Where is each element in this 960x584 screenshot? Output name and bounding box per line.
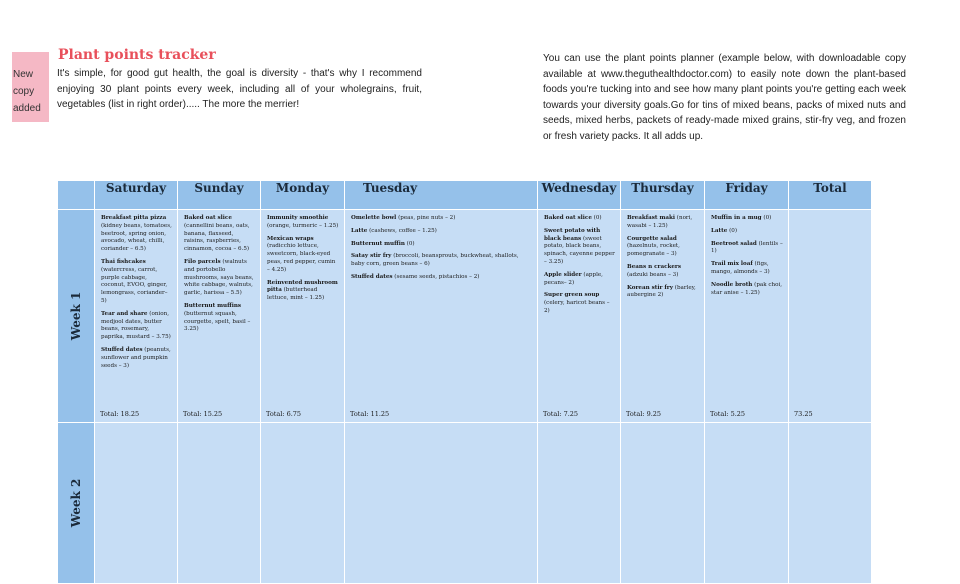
copy-tag-line-2: copy [13, 86, 35, 97]
meal-name: Courgette salad [627, 235, 677, 242]
meal-list [345, 423, 537, 428]
meal-name: Stuffed dates [351, 273, 393, 280]
meal-name: Stuffed dates [101, 346, 143, 353]
meal-list [538, 423, 620, 428]
meal-name: Latte [711, 227, 728, 234]
meal-plants: (kidney beans, tomatoes, beetroot, spring onion, avocado, wheat, chilli, coriander – 6.5) [101, 222, 172, 253]
meal-name: Butternut muffins [184, 302, 242, 309]
meal-name: Muffin in a mug [711, 215, 762, 221]
meal-list [538, 210, 620, 316]
meal-name: Beetroot salad [711, 240, 757, 247]
meal-item [101, 259, 172, 306]
meal-list [95, 423, 177, 428]
meal-item [544, 292, 615, 315]
meal-plants: (onion, medjool dates, butter beans, rosemary, paprika, mustard – 3.75) [101, 310, 171, 341]
day-cell-friday[interactable] [705, 210, 789, 423]
meal-plants: (radicchio lettuce, sweetcorn, black-eyed peas, red pepper, cumin – 4.25) [267, 243, 336, 273]
meal-item [267, 236, 339, 275]
week-label-cell [58, 423, 95, 584]
meal-plants: (celery, haricot beans – 2) [544, 300, 610, 314]
day-cell-thursday[interactable] [621, 423, 705, 584]
meal-item [184, 259, 255, 298]
day-total: 73.25 [794, 410, 813, 418]
meal-item [351, 253, 532, 269]
week-label: Week 1 [69, 291, 83, 341]
day-cell-monday[interactable] [261, 423, 345, 584]
meal-name: Immunity smoothie [267, 215, 329, 221]
day-cell-total[interactable] [789, 210, 872, 423]
meal-item [351, 215, 532, 223]
meal-list [261, 423, 344, 428]
meal-plants: (orange, turmeric – 1.25) [267, 222, 339, 229]
meal-item [101, 215, 172, 254]
meal-name: Baked oat slice [184, 215, 232, 221]
meal-name: Sweet potato with black beans [544, 227, 601, 242]
meal-plants: (0) [591, 215, 602, 221]
day-total: Total: 5.25 [710, 410, 746, 418]
meal-list [621, 210, 704, 300]
plant-points-planner-table [57, 180, 872, 584]
day-cell-thursday[interactable] [621, 210, 705, 423]
day-total: Total: 9.25 [626, 410, 662, 418]
meal-item [267, 280, 339, 303]
meal-name: Breakfast maki [627, 215, 675, 221]
header-monday: Monday [261, 181, 345, 210]
meal-list [705, 423, 788, 428]
day-cell-saturday[interactable] [95, 423, 178, 584]
meal-plants: (butternut squash, courgette, spelt, basil – 3.25) [184, 310, 251, 333]
meal-name: Mexican wraps [267, 235, 314, 242]
day-cell-sunday[interactable] [178, 423, 261, 584]
meal-name: Latte [351, 227, 368, 234]
meal-name: Apple slider [544, 271, 582, 278]
meal-item [351, 241, 532, 249]
meal-item [711, 261, 783, 277]
meal-list [705, 210, 788, 297]
meal-plants: (cannellini beans, oats, banana, flaxseed, raisins, raspberries, cinnamon, cocoa – 6.5) [184, 222, 250, 253]
meal-list [789, 423, 871, 428]
meal-item [627, 215, 699, 231]
meal-item [184, 215, 255, 254]
meal-plants: (sesame seeds, pistachios – 2) [392, 273, 480, 280]
meal-plants: (peanuts, sunflower and pumpkin seeds – 3) [101, 346, 171, 369]
meal-name: Trail mix loaf [711, 261, 753, 268]
meal-name: Korean stir fry [627, 284, 673, 291]
meal-item [101, 311, 172, 342]
meal-name: Super green soup [544, 292, 600, 299]
meal-plants: (0) [404, 240, 415, 247]
day-total: Total: 11.25 [350, 410, 390, 418]
day-total: Total: 15.25 [183, 410, 223, 418]
header-corner [58, 181, 95, 210]
day-total: Total: 18.25 [100, 410, 140, 418]
meal-item [711, 215, 783, 223]
header-tuesday: Tuesday [345, 181, 538, 210]
day-cell-sunday[interactable] [178, 210, 261, 423]
meal-item [184, 303, 255, 334]
meal-plants: (peas, pine nuts – 2) [396, 215, 456, 221]
meal-plants: (butterhead lettuce, mint – 1.25) [267, 287, 325, 302]
day-cell-total[interactable] [789, 423, 872, 584]
day-cell-tuesday[interactable] [345, 423, 538, 584]
meal-plants: (broccoli, beansprouts, buckwheat, shallots, baby corn, green beans – 6) [351, 253, 519, 268]
meal-plants: (pak choi, star anise – 1.25) [711, 281, 783, 296]
day-cell-friday[interactable] [705, 423, 789, 584]
meal-list [178, 423, 260, 428]
meal-plants: (hazelnuts, rocket, pomegranate – 3) [627, 243, 680, 258]
meal-plants: (watercress, carrot, purple cabbage, coconut, EVOO, ginger, lemongrass, coriander– 5) [101, 266, 168, 304]
meal-item [544, 215, 615, 223]
meal-list [621, 423, 704, 428]
meal-item [711, 228, 783, 236]
meal-list [261, 210, 344, 303]
meal-item [544, 228, 615, 267]
page-title: Plant points tracker [58, 47, 216, 63]
meal-plants: (sweet potato, black beans, spinach, cayenne pepper – 3.25) [544, 235, 615, 265]
header-friday: Friday [705, 181, 789, 210]
day-cell-wednesday[interactable] [538, 423, 621, 584]
meal-name: Thai fishcakes [101, 258, 146, 265]
header-total: Total [789, 181, 872, 210]
day-cell-tuesday[interactable] [345, 210, 538, 423]
copy-tag-line-1: New [13, 69, 34, 80]
meal-name: Filo parcels [184, 258, 221, 265]
day-total: Total: 7.25 [543, 410, 579, 418]
header-saturday: Saturday [95, 181, 178, 210]
header-wednesday: Wednesday [538, 181, 621, 210]
meal-name: Noodle broth [711, 281, 753, 288]
meal-plants: (0) [761, 215, 772, 221]
week-row [58, 423, 872, 584]
day-cell-saturday[interactable] [95, 210, 178, 423]
meal-plants: (nori, wasabi – 1.25) [627, 215, 693, 229]
meal-item [627, 236, 699, 259]
meal-item [627, 264, 699, 280]
new-copy-added-tag [12, 52, 49, 122]
meal-name: Omelette bowl [351, 215, 397, 221]
meal-item [544, 272, 615, 288]
week-label-cell [58, 210, 95, 423]
meal-name: Baked oat slice [544, 215, 592, 221]
meal-plants: (apple, pecans– 2) [544, 271, 603, 286]
header-thursday: Thursday [621, 181, 705, 210]
meal-item [267, 215, 339, 231]
meal-name: Reinvented mushroom pitta [267, 279, 338, 294]
meal-plants: (figs, mango, almonds – 3) [711, 261, 770, 275]
meal-item [627, 285, 699, 301]
meal-plants: (0) [727, 227, 737, 234]
meal-list [178, 210, 260, 334]
meal-name: Tear and share [101, 310, 148, 317]
meal-item [101, 347, 172, 370]
meal-plants: (cashews, coffee – 1.25) [367, 227, 437, 234]
meal-list [95, 210, 177, 370]
meal-item [351, 274, 532, 282]
intro-paragraph: It's simple, for good gut health, the goal is diversity - that's why I recommend enjoying 30 plant points every week, including all of your wholegrains, fruit, vegetables (list in right order)..... The more the merrier! [57, 68, 422, 110]
meal-plants: (barley, aubergine 2) [627, 284, 696, 299]
planner-description: You can use the plant points planner (example below, with downloadable copy available at www.theguthealthdoctor.com) to easily note down the plant-based foods you're tucking into and see how many plant points you're getting each week towards your diversity goals.Go for tins of mixed beans, packs of mixed nuts and seeds, mixed herbs, packets of ready-made mixed grains, stir-fry veg, and frozen or fresh variety packs. It all adds up. [543, 53, 906, 142]
day-total: Total: 6.75 [266, 410, 302, 418]
meal-list [345, 210, 537, 282]
week-label: Week 2 [69, 478, 83, 528]
meal-name: Breakfast pitta pizza [101, 215, 167, 221]
meal-name: Beans n crackers [627, 263, 682, 270]
header-row [58, 181, 872, 210]
meal-plants: (adzuki beans – 3) [627, 271, 679, 278]
meal-item [351, 228, 532, 236]
week-row [58, 210, 872, 423]
meal-list [789, 210, 871, 215]
meal-name: Satay stir fry [351, 253, 392, 260]
meal-plants: (lentils – 1) [711, 240, 783, 255]
meal-item [711, 241, 783, 257]
meal-plants: (walnuts and portobello mushrooms, saya beans, white cabbage, walnuts, garlic, harissa – 5.5) [184, 258, 254, 297]
meal-item [711, 282, 783, 298]
copy-tag-line-3: added [13, 103, 41, 114]
day-cell-wednesday[interactable] [538, 210, 621, 423]
day-cell-monday[interactable] [261, 210, 345, 423]
meal-name: Butternut muffin [351, 240, 405, 247]
header-sunday: Sunday [178, 181, 261, 210]
